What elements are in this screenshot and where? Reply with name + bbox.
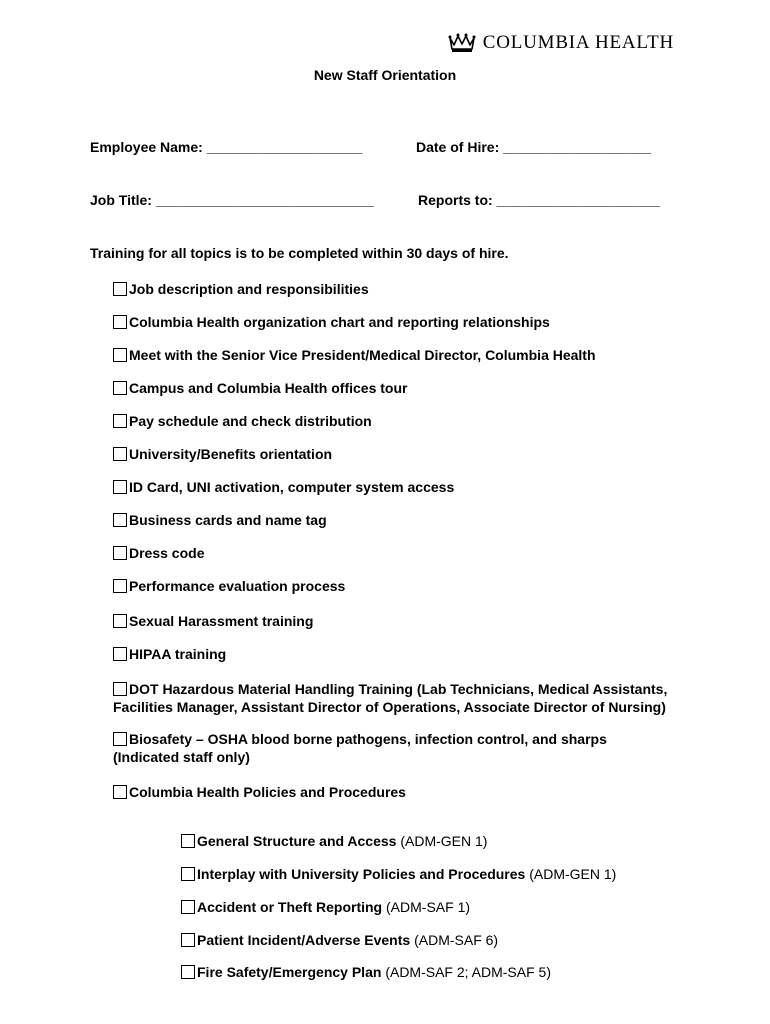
- checkbox[interactable]: [113, 513, 127, 527]
- employee-name-field[interactable]: Employee Name: ____________________: [90, 139, 363, 155]
- checkbox[interactable]: [113, 785, 127, 799]
- checkbox[interactable]: [113, 282, 127, 296]
- checklist-item: Business cards and name tag: [113, 511, 673, 529]
- checkbox[interactable]: [113, 348, 127, 362]
- checkbox[interactable]: [113, 414, 127, 428]
- sub-item: Interplay with University Policies and Procedures (ADM-GEN 1): [181, 866, 701, 882]
- crown-icon: [447, 33, 477, 53]
- job-title-field[interactable]: Job Title: ____________________________: [90, 192, 374, 208]
- checklist-item: Biosafety – OSHA blood borne pathogens, infection control, and sharps (Indicated staff only): [113, 731, 607, 765]
- checklist-item: DOT Hazardous Material Handling Training (Lab Technicians, Medical Assistants, Facilities Manager, Assistant Director of Operations, Associate Director of Nursing): [113, 681, 668, 715]
- intro-text: Training for all topics is to be completed within 30 days of hire.: [90, 245, 509, 261]
- reports-to-field[interactable]: Reports to: _____________________: [418, 192, 661, 208]
- checklist-item: Campus and Columbia Health offices tour: [113, 379, 673, 397]
- checklist-item: Meet with the Senior Vice President/Medical Director, Columbia Health: [113, 346, 673, 364]
- logo-text: COLUMBIA HEALTH: [482, 32, 674, 53]
- checkbox[interactable]: [181, 965, 195, 979]
- checkbox[interactable]: [113, 381, 127, 395]
- checkbox[interactable]: [113, 447, 127, 461]
- checklist: [113, 280, 673, 801]
- checkbox[interactable]: [181, 900, 195, 914]
- checkbox[interactable]: [113, 614, 127, 628]
- checkbox[interactable]: [113, 579, 127, 593]
- date-of-hire-field[interactable]: Date of Hire: ___________________: [416, 139, 652, 155]
- checklist-item: Job description and responsibilities: [113, 280, 673, 298]
- checklist-item: Sexual Harassment training: [113, 612, 673, 630]
- page-title: New Staff Orientation: [313, 67, 457, 83]
- checklist-item: HIPAA training: [113, 645, 673, 663]
- checkbox[interactable]: [113, 682, 127, 696]
- checkbox[interactable]: [113, 480, 127, 494]
- checkbox[interactable]: [181, 867, 195, 881]
- checkbox[interactable]: [113, 647, 127, 661]
- checklist-item: Columbia Health Policies and Procedures: [113, 783, 673, 801]
- sub-item: Patient Incident/Adverse Events (ADM-SAF 6): [181, 932, 701, 948]
- checkbox[interactable]: [113, 546, 127, 560]
- sub-item: Accident or Theft Reporting (ADM-SAF 1): [181, 899, 701, 915]
- sub-item: Fire Safety/Emergency Plan (ADM-SAF 2; ADM-SAF 5): [181, 964, 701, 980]
- columbia-health-logo: [447, 32, 674, 54]
- checkbox[interactable]: [113, 315, 127, 329]
- checkbox[interactable]: [113, 732, 127, 746]
- checklist-item: Pay schedule and check distribution: [113, 412, 673, 430]
- checklist-item: Performance evaluation process: [113, 577, 673, 595]
- checklist-item: Columbia Health organization chart and reporting relationships: [113, 313, 673, 331]
- checklist-item: ID Card, UNI activation, computer system access: [113, 478, 673, 496]
- sub-item: General Structure and Access (ADM-GEN 1): [181, 833, 701, 849]
- checklist-item: Dress code: [113, 544, 673, 562]
- checkbox[interactable]: [181, 933, 195, 947]
- checklist-item: University/Benefits orientation: [113, 445, 673, 463]
- checkbox[interactable]: [181, 834, 195, 848]
